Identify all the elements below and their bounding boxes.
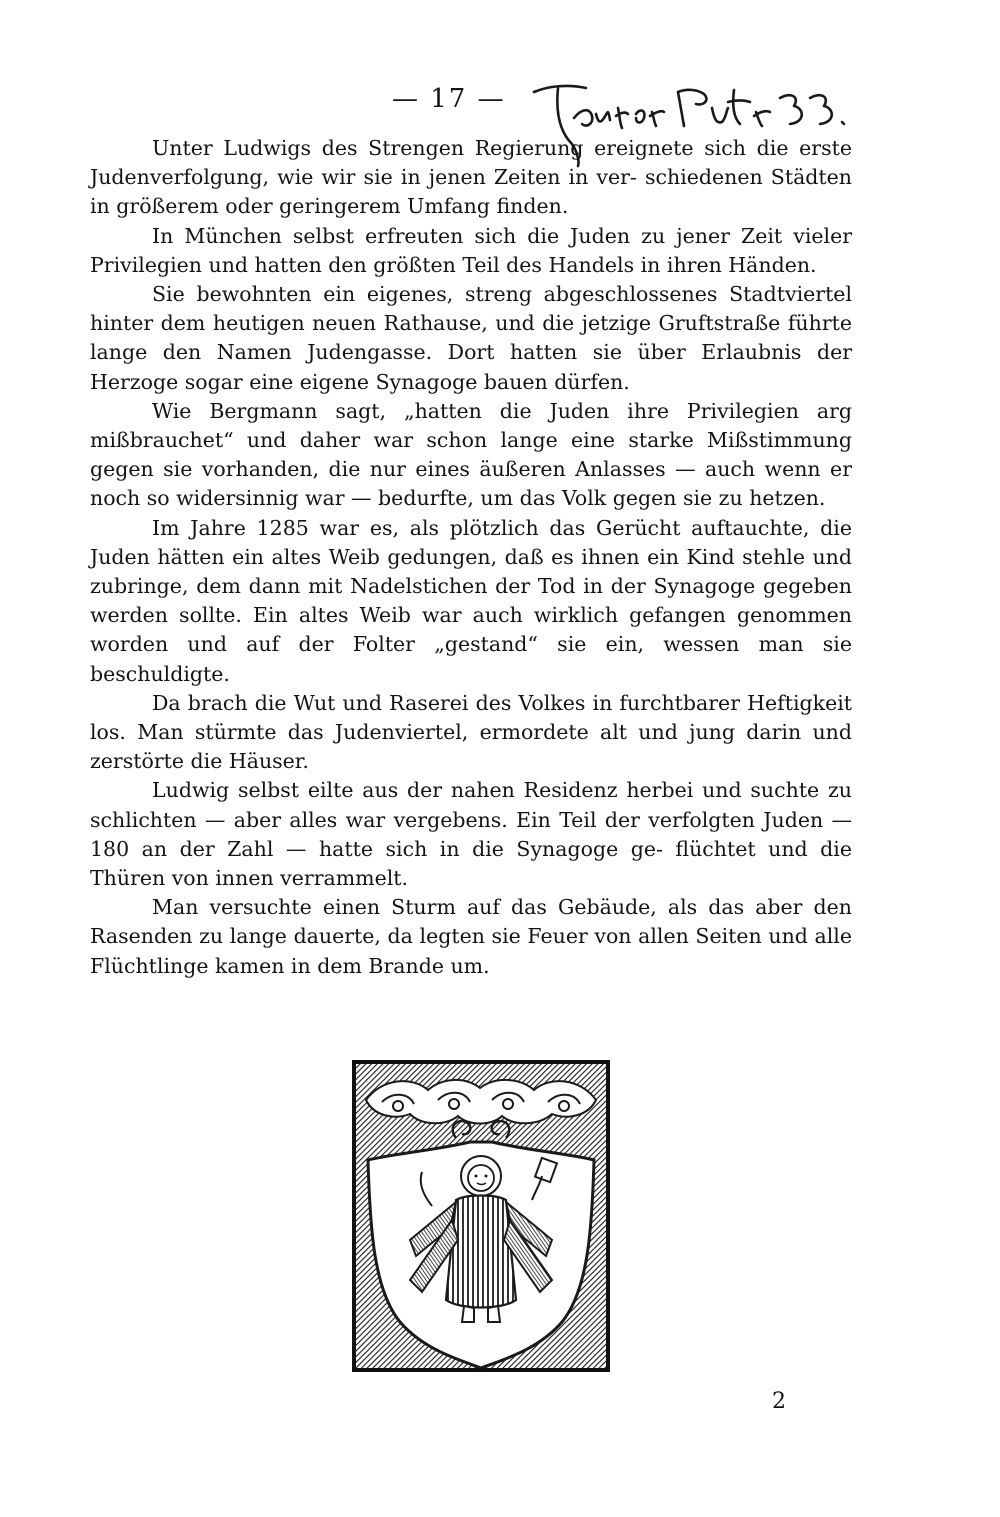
paragraph: Unter Ludwigs des Strengen Regierung ereignete sich die erste Judenverfolgung, wie wir sie in jenen Zeiten in ver- schiedenen Städten in größerem oder geringerem Umfang finden. [90, 136, 852, 219]
paragraph: Man versuchte einen Sturm auf das Gebäude, als das aber den Rasenden zu lange dauerte, da legten sie Feuer von allen Seiten und alle Flüchtlinge kamen in dem Brande um. [90, 895, 852, 978]
paragraph: Ludwig selbst eilte aus der nahen Residenz herbei und suchte zu schlichten — aber alles war vergebens. Ein Teil der verfolgten Juden — 180 an der Zahl — hatte sich in die Synagoge ge- flüchtet und die Thüren von innen verrammelt. [90, 778, 852, 891]
paragraph: Da brach die Wut und Raserei des Volkes in furchtbarer Heftigkeit los. Man stürmte das Judenviertel, ermordete alt und jung darin und zerstörte die Häuser. [90, 690, 852, 774]
body-text [90, 134, 852, 981]
signature-mark: 2 [772, 1389, 786, 1414]
paragraph: In München selbst erfreuten sich die Juden zu jener Zeit vieler Privilegien und hatten den größten Teil des Handels in ihren Händen. [90, 223, 852, 277]
page-header [0, 78, 1000, 128]
paragraph: Sie bewohnten ein eigenes, streng abgeschlossenes Stadtviertel hinter dem heutigen neuen Rathause, und die jetzige Gruftstraße führte lange den Namen Judengasse. Dort hatten sie über Erlaubnis der Herzoge sogar eine eigene Synagoge bauen dürfen. [90, 282, 852, 394]
munich-child-coat-of-arms-icon [352, 1060, 610, 1372]
paragraph: Im Jahre 1285 war es, als plötzlich das Gerücht auftauchte, die Juden hätten ein altes Weib gedungen, daß es ihnen ein Kind stehle und zubringe, dem dann mit Nadelstichen der Tod in der Synagoge gegeben werden sollte. Ein altes Weib war auch wirklich gefangen genommen worden und auf der Folter „gestand“ sie ein, wessen man sie beschuldigte. [90, 515, 852, 686]
paragraph: Wie Bergmann sagt, „hatten die Juden ihre Privilegien arg mißbrauchet“ und daher war schon lange eine starke Mißstimmung gegen sie vorhanden, die nur eines äußeren Anlasses — auch wenn er noch so widersinnig war — bedurfte, um das Volk gegen sie zu hetzen. [90, 398, 852, 511]
page-number: — 17 — [392, 84, 506, 114]
